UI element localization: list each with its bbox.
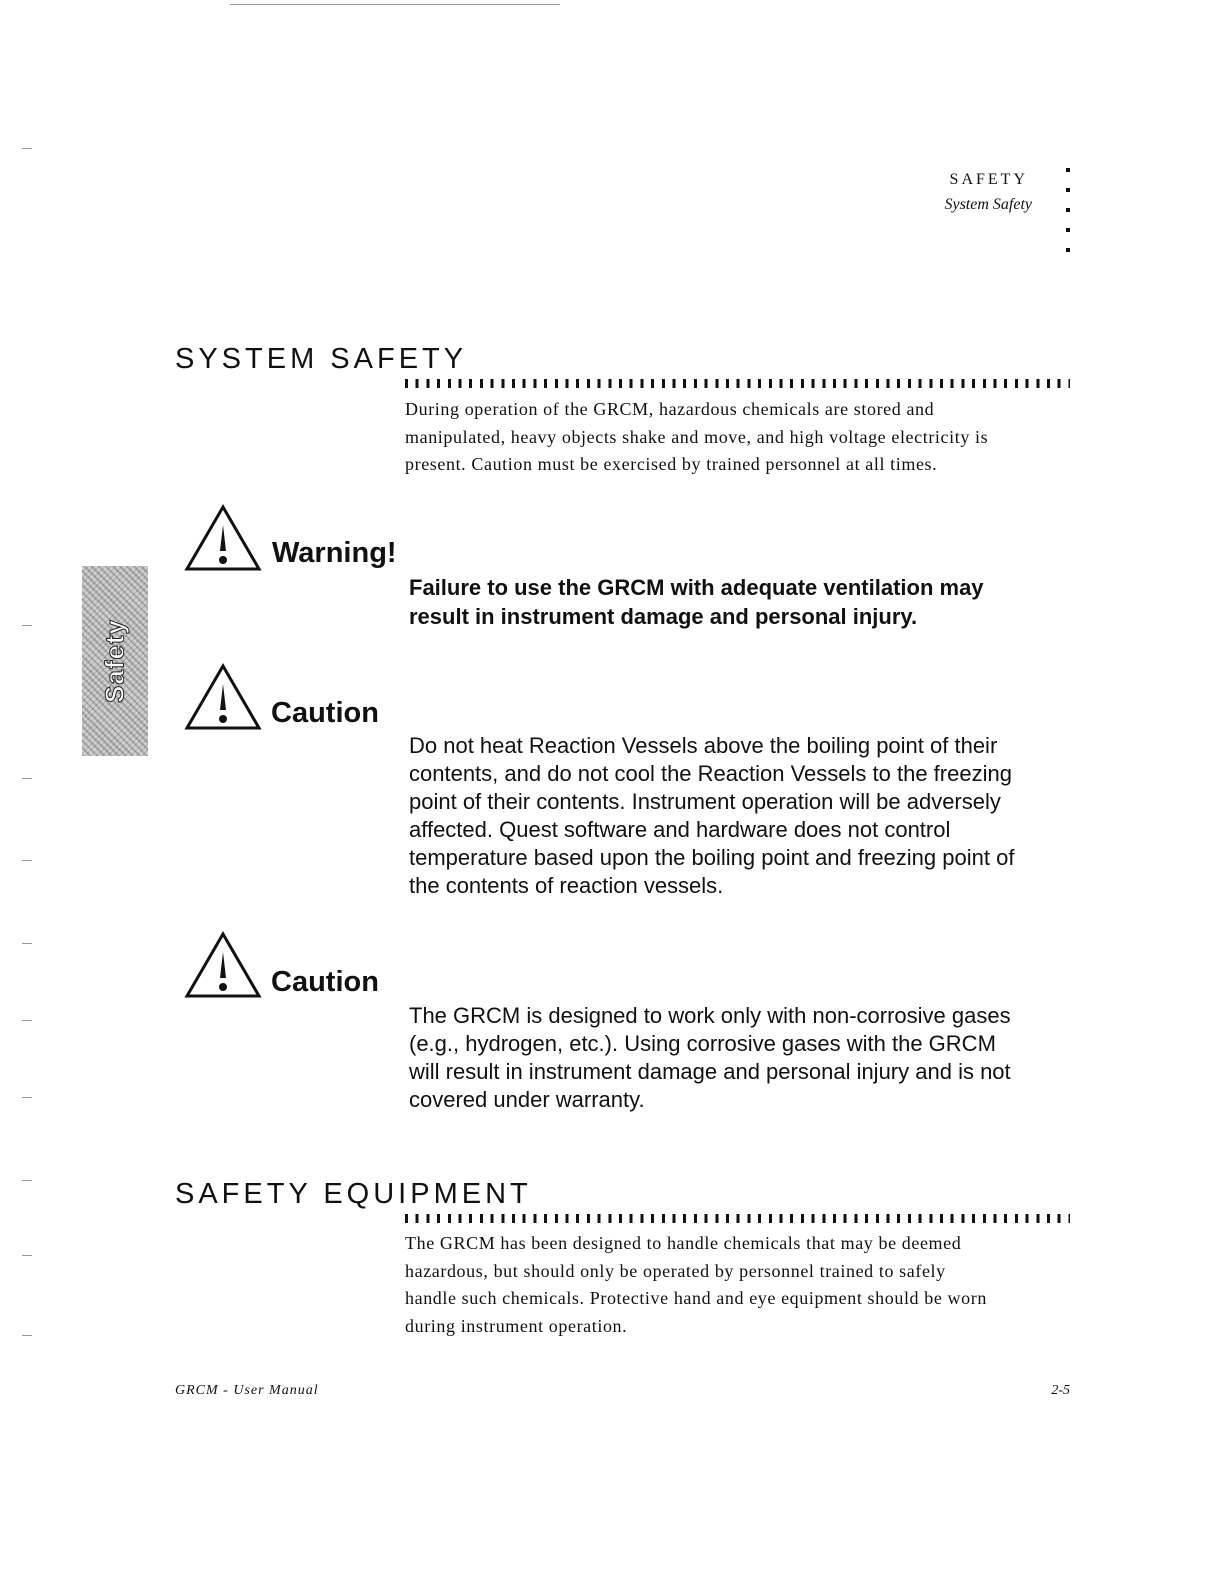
margin-tick	[22, 1335, 32, 1336]
paragraph-line: during instrument operation.	[405, 1315, 628, 1336]
safety-equipment-paragraph	[405, 1230, 1075, 1340]
paragraph-line: manipulated, heavy objects shake and move, and high voltage electricity is	[405, 426, 989, 447]
warning-label: Warning!	[272, 537, 397, 569]
caution-line: Do not heat Reaction Vessels above the boiling point of their	[409, 733, 998, 758]
header-dot-column	[1066, 168, 1072, 268]
paragraph-line: handle such chemicals. Protective hand and eye equipment should be worn	[405, 1288, 987, 1308]
section-rule	[405, 1214, 1070, 1223]
section-side-tab	[82, 566, 148, 756]
margin-tick	[22, 1020, 32, 1021]
caution-label: Caution	[271, 697, 379, 729]
margin-tick	[22, 1255, 32, 1256]
paragraph-line: The GRCM has been designed to handle chemicals that may be deemed	[405, 1233, 962, 1253]
margin-tick	[22, 625, 32, 626]
margin-tick	[22, 148, 32, 149]
footer-manual-title: GRCM - User Manual	[175, 1383, 319, 1398]
caution-line: (e.g., hydrogen, etc.). Using corrosive gases with the GRCM	[409, 1031, 996, 1056]
footer-page-number: 2-5	[1051, 1383, 1070, 1398]
warning-triangle-icon	[183, 503, 263, 575]
caution-line: affected. Quest software and hardware does not control	[409, 817, 951, 842]
section-heading-system-safety: SYSTEM SAFETY	[175, 343, 468, 375]
caution-triangle-icon	[183, 662, 263, 734]
caution-line: temperature based upon the boiling point and freezing point of	[409, 845, 1015, 870]
caution-line: contents, and do not cool the Reaction Vessels to the freezing	[409, 761, 1012, 786]
margin-tick	[22, 778, 32, 779]
warning-line: Failure to use the GRCM with adequate ventilation may	[409, 575, 984, 600]
margin-tick	[22, 1180, 32, 1181]
warning-line: result in instrument damage and personal injury.	[409, 604, 918, 629]
paragraph-line: hazardous, but should only be operated by personnel trained to safely	[405, 1260, 946, 1281]
caution-line: will result in instrument damage and personal injury and is not	[409, 1059, 1011, 1084]
margin-tick	[22, 860, 32, 861]
side-tab-label: Safety	[99, 618, 130, 704]
system-safety-paragraph	[405, 396, 1075, 479]
warning-text	[409, 573, 1069, 631]
margin-tick	[22, 943, 32, 944]
caution-text	[409, 1002, 1069, 1114]
caution-line: the contents of reaction vessels.	[409, 873, 724, 898]
caution-text	[409, 732, 1069, 900]
section-heading-safety-equipment: SAFETY EQUIPMENT	[175, 1178, 532, 1210]
paragraph-line: present. Caution must be exercised by trained personnel at all times.	[405, 454, 938, 474]
caution-triangle-icon	[183, 930, 263, 1002]
caution-line: point of their contents. Instrument operation will be adversely	[409, 789, 1001, 814]
running-header-section: SAFETY	[949, 171, 1028, 188]
section-rule	[405, 379, 1070, 388]
margin-tick	[22, 1097, 32, 1098]
scan-artifact-line	[230, 4, 560, 5]
running-header-subsection: System Safety	[944, 196, 1032, 213]
caution-line: covered under warranty.	[409, 1087, 645, 1112]
caution-label: Caution	[271, 966, 379, 998]
caution-line: The GRCM is designed to work only with non-corrosive gases	[409, 1003, 1011, 1028]
paragraph-line: During operation of the GRCM, hazardous chemicals are stored and	[405, 399, 935, 419]
